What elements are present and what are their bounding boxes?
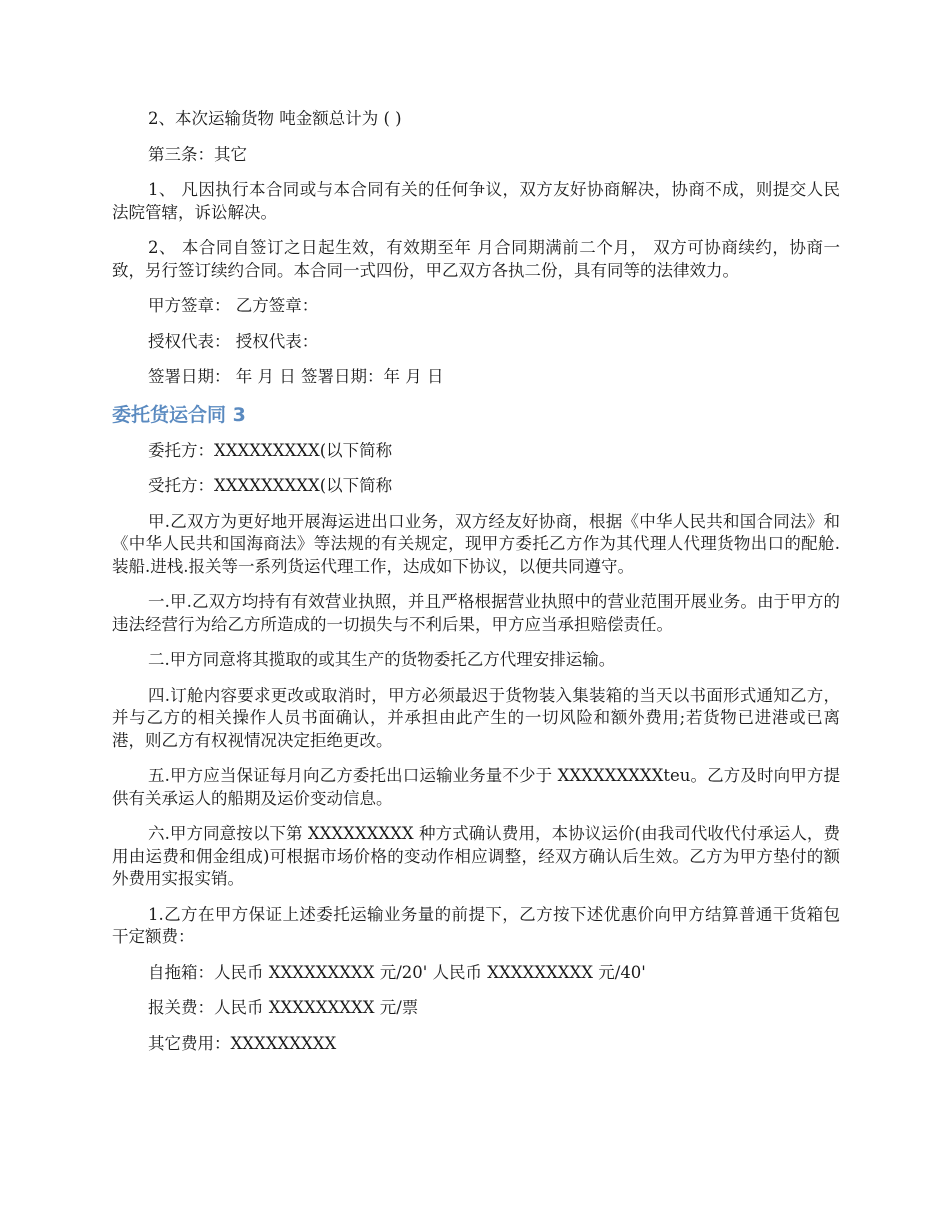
paragraph-preamble: 甲.乙双方为更好地开展海运进出口业务，双方经友好协商，根据《中华人民共和国合同法》和《中华人民共和国海商法》等法规的有关规定，现甲方委托乙方作为其代理人代理货物出口的配舱.装船.进栈.报关等一系列货运代理工作，达成如下协议，以便共同遵守。 bbox=[112, 511, 840, 576]
document-page bbox=[112, 108, 840, 1068]
paragraph-signature-line: 甲方签章： 乙方签章： bbox=[148, 296, 319, 315]
paragraph-customs-fee: 报关费：人民币 XXXXXXXXX 元/票 bbox=[148, 998, 419, 1017]
paragraph-fee-intro: 1.乙方在甲方保证上述委托运输业务量的前提下，乙方按下述优惠价向甲方结算普通干货箱包干定额费： bbox=[112, 904, 840, 946]
paragraph-signing-date-line: 签署日期： 年 月 日 签署日期：年 月 日 bbox=[148, 367, 444, 386]
paragraph-dispute-clause: 1、 凡因执行本合同或与本合同有关的任何争议，双方友好协商解决，协商不成，则提交人民法院管辖，诉讼解决。 bbox=[112, 180, 840, 222]
paragraph-validity-clause: 2、 本合同自签订之日起生效，有效期至年 月合同期满前二个月， 双方可协商续约，协商一致，另行签订续约合同。本合同一式四份，甲乙双方各执二份，具有同等的法律效力。 bbox=[112, 238, 840, 280]
paragraph-representative-line: 授权代表： 授权代表： bbox=[148, 331, 319, 351]
paragraph-article-three: 第三条：其它 bbox=[148, 144, 247, 164]
paragraph-other-fees: 其它费用：XXXXXXXXX bbox=[148, 1033, 337, 1053]
paragraph-principal: 委托方：XXXXXXXXX(以下简称 bbox=[148, 440, 393, 460]
paragraph-total-amount: 2、本次运输货物 吨金额总计为 ( ) bbox=[148, 109, 402, 128]
section-heading: 委托货运合同 3 bbox=[112, 403, 246, 426]
paragraph-clause-two: 二.甲方同意将其揽取的或其生产的货物委托乙方代理安排运输。 bbox=[148, 650, 616, 669]
paragraph-agent: 受托方：XXXXXXXXX(以下简称 bbox=[148, 476, 393, 495]
paragraph-clause-five: 五.甲方应当保证每月向乙方委托出口运输业务量不少于 XXXXXXXXXteu。乙方及时向甲方提供有关承运人的船期及运价变动信息。 bbox=[112, 766, 840, 808]
paragraph-towing-fee: 自拖箱：人民币 XXXXXXXXX 元/20' 人民币 XXXXXXXXX 元/40' bbox=[148, 962, 646, 982]
paragraph-clause-four: 四.订舱内容要求更改或取消时，甲方必须最迟于货物装入集装箱的当天以书面形式通知乙方，并与乙方的相关操作人员书面确认，并承担由此产生的一切风险和额外费用;若货物已进港或已离港，则乙方有权视情况决定拒绝更改。 bbox=[112, 685, 840, 750]
paragraph-clause-one: 一.甲.乙双方均持有有效营业执照，并且严格根据营业执照中的营业范围开展业务。由于甲方的违法经营行为给乙方所造成的一切损失与不利后果，甲方应当承担赔偿责任。 bbox=[112, 592, 840, 634]
paragraph-clause-six: 六.甲方同意按以下第 XXXXXXXXX 种方式确认费用，本协议运价(由我司代收代付承运人，费用由运费和佣金组成)可根据市场价格的变动作相应调整，经双方确认后生效。乙方为甲方垫付的额外费用实报实销。 bbox=[112, 824, 840, 888]
